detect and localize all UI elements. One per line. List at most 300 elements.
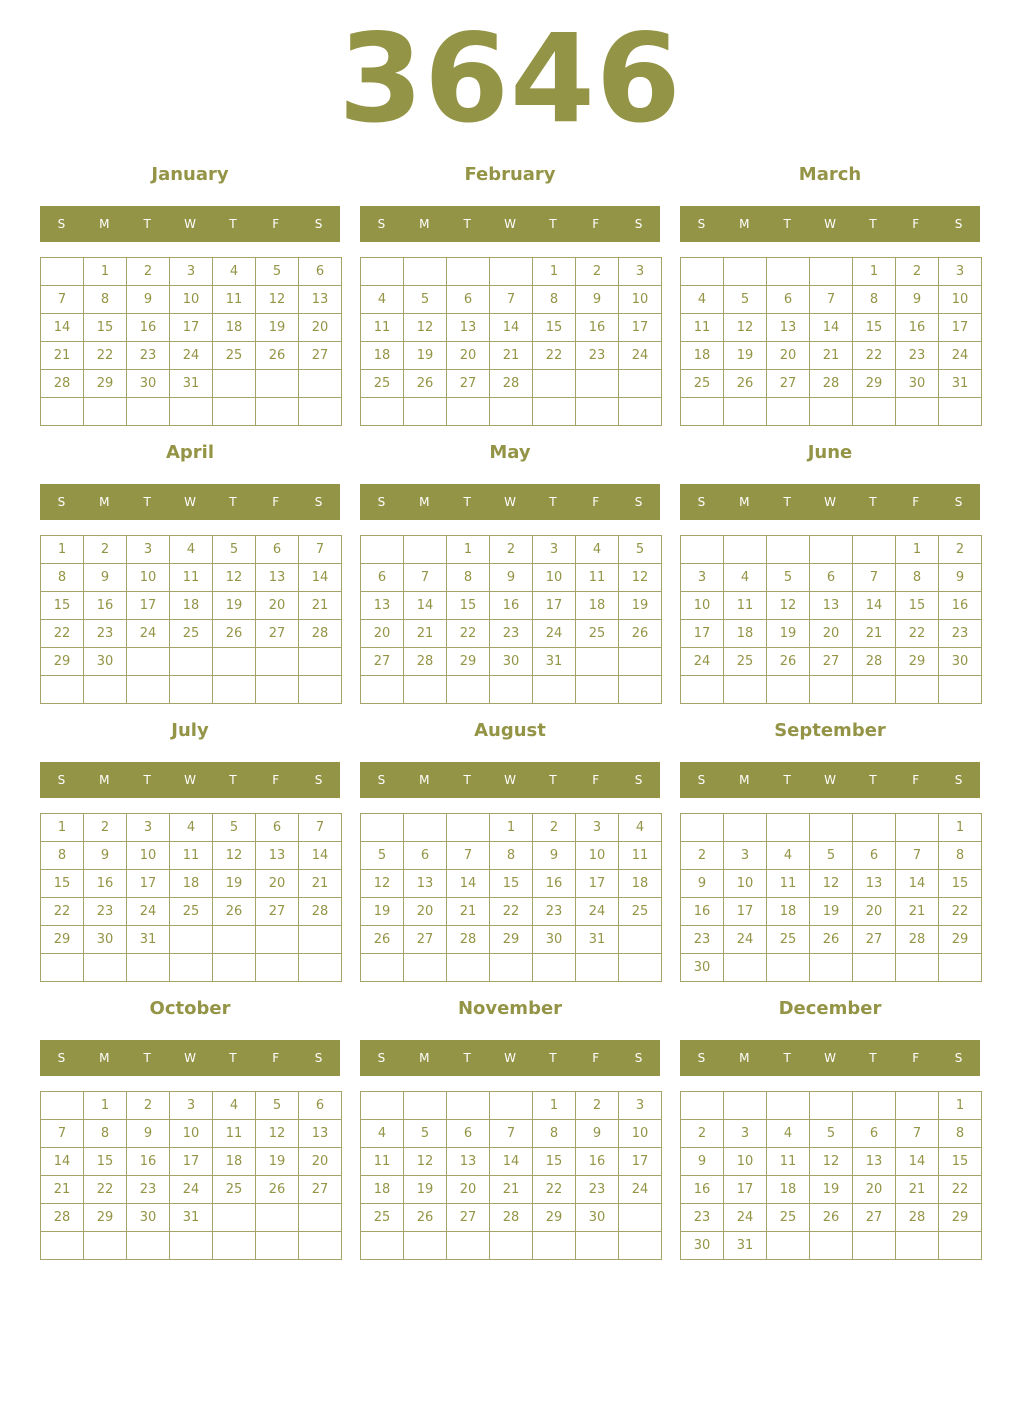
month-name: December — [778, 998, 882, 1019]
empty-day-cell — [127, 648, 170, 676]
week-row — [361, 258, 662, 286]
day-cell: 11 — [170, 564, 213, 592]
empty-day-cell — [41, 1232, 84, 1260]
weekday-label: T — [869, 495, 877, 509]
day-cell: 6 — [853, 842, 896, 870]
day-cell: 19 — [256, 1148, 299, 1176]
week-row — [361, 1204, 662, 1232]
day-cell: 17 — [576, 870, 619, 898]
day-cell: 1 — [447, 536, 490, 564]
month-name: May — [489, 442, 531, 463]
day-cell: 19 — [256, 314, 299, 342]
day-cell: 5 — [810, 1120, 853, 1148]
day-cell: 2 — [84, 536, 127, 564]
week-row — [41, 1120, 342, 1148]
day-cell: 17 — [619, 314, 662, 342]
week-row — [361, 342, 662, 370]
weekday-label: F — [272, 217, 280, 231]
empty-day-cell — [724, 676, 767, 704]
day-cell: 1 — [84, 1092, 127, 1120]
day-cell: 15 — [533, 314, 576, 342]
day-cell: 15 — [447, 592, 490, 620]
day-cell: 25 — [213, 342, 256, 370]
day-cell: 14 — [896, 1148, 939, 1176]
day-cell: 7 — [490, 1120, 533, 1148]
day-cell: 26 — [256, 1176, 299, 1204]
day-cell: 12 — [810, 1148, 853, 1176]
empty-day-cell — [404, 398, 447, 426]
day-cell: 27 — [256, 620, 299, 648]
day-cell: 21 — [810, 342, 853, 370]
month-name: September — [774, 720, 886, 741]
empty-day-cell — [490, 398, 533, 426]
month-name: July — [171, 720, 209, 741]
day-cell: 11 — [681, 314, 724, 342]
day-cell: 11 — [619, 842, 662, 870]
day-cell: 14 — [41, 1148, 84, 1176]
day-cell: 15 — [41, 870, 84, 898]
empty-day-cell — [810, 1232, 853, 1260]
day-cell: 20 — [299, 1148, 342, 1176]
day-cell: 13 — [256, 564, 299, 592]
empty-day-cell — [256, 1204, 299, 1232]
week-row — [361, 1232, 662, 1260]
day-cell: 23 — [939, 620, 982, 648]
empty-day-cell — [299, 954, 342, 982]
day-cell: 28 — [853, 648, 896, 676]
empty-day-cell — [299, 926, 342, 954]
weekday-label: T — [549, 773, 557, 787]
day-cell: 19 — [724, 342, 767, 370]
weekday-label: W — [184, 217, 196, 231]
day-cell: 11 — [361, 1148, 404, 1176]
week-row — [41, 842, 342, 870]
day-cell: 11 — [767, 870, 810, 898]
day-cell: 1 — [533, 258, 576, 286]
day-cell: 18 — [619, 870, 662, 898]
day-cell: 4 — [361, 286, 404, 314]
day-cell: 22 — [533, 1176, 576, 1204]
day-cell: 11 — [213, 1120, 256, 1148]
day-cell: 9 — [127, 286, 170, 314]
day-cell: 27 — [404, 926, 447, 954]
day-cell: 28 — [41, 370, 84, 398]
month-name: April — [165, 442, 215, 463]
day-cell: 16 — [84, 870, 127, 898]
empty-day-cell — [896, 954, 939, 982]
day-grid — [360, 1091, 662, 1260]
day-cell: 17 — [533, 592, 576, 620]
day-cell: 20 — [361, 620, 404, 648]
day-cell: 4 — [767, 842, 810, 870]
empty-day-cell — [810, 536, 853, 564]
day-cell: 13 — [767, 314, 810, 342]
day-cell: 22 — [84, 1176, 127, 1204]
day-cell: 9 — [84, 564, 127, 592]
day-cell: 27 — [361, 648, 404, 676]
day-cell: 6 — [256, 536, 299, 564]
day-cell: 8 — [896, 564, 939, 592]
day-grid — [680, 257, 982, 426]
day-cell: 5 — [213, 536, 256, 564]
day-cell: 20 — [299, 314, 342, 342]
month-name: June — [807, 442, 853, 463]
day-cell: 17 — [170, 314, 213, 342]
weekday-label: W — [504, 495, 516, 509]
week-row — [681, 620, 982, 648]
day-cell: 20 — [767, 342, 810, 370]
day-cell: 6 — [299, 1092, 342, 1120]
day-cell: 8 — [84, 286, 127, 314]
day-cell: 10 — [170, 1120, 213, 1148]
empty-day-cell — [127, 676, 170, 704]
day-cell: 26 — [724, 370, 767, 398]
day-cell: 6 — [810, 564, 853, 592]
day-cell: 15 — [533, 1148, 576, 1176]
week-row — [361, 564, 662, 592]
day-cell: 26 — [404, 370, 447, 398]
empty-day-cell — [810, 676, 853, 704]
day-cell: 9 — [576, 286, 619, 314]
day-cell: 21 — [447, 898, 490, 926]
day-cell: 27 — [853, 1204, 896, 1232]
day-cell: 19 — [213, 870, 256, 898]
day-cell: 10 — [724, 870, 767, 898]
day-cell: 25 — [361, 1204, 404, 1232]
day-cell: 10 — [619, 1120, 662, 1148]
day-cell: 11 — [361, 314, 404, 342]
day-cell: 25 — [767, 1204, 810, 1232]
day-cell: 23 — [127, 1176, 170, 1204]
day-cell: 29 — [939, 926, 982, 954]
week-row — [361, 398, 662, 426]
month-name: October — [149, 998, 231, 1019]
weekday-header — [360, 206, 660, 242]
empty-day-cell — [299, 1204, 342, 1232]
day-cell: 30 — [576, 1204, 619, 1232]
day-cell: 3 — [619, 1092, 662, 1120]
day-cell: 26 — [213, 898, 256, 926]
day-cell: 16 — [127, 1148, 170, 1176]
weekday-label: S — [697, 1051, 706, 1065]
day-cell: 22 — [84, 342, 127, 370]
day-cell: 3 — [576, 814, 619, 842]
empty-day-cell — [767, 1092, 810, 1120]
day-cell: 29 — [533, 1204, 576, 1232]
week-row — [41, 1176, 342, 1204]
day-cell: 14 — [299, 842, 342, 870]
day-cell: 8 — [533, 286, 576, 314]
day-cell: 23 — [84, 620, 127, 648]
weekday-label: S — [377, 773, 386, 787]
week-row — [681, 1204, 982, 1232]
day-cell: 1 — [490, 814, 533, 842]
empty-day-cell — [490, 1232, 533, 1260]
day-cell: 4 — [170, 536, 213, 564]
week-row — [41, 926, 342, 954]
day-cell: 30 — [127, 370, 170, 398]
empty-day-cell — [447, 1092, 490, 1120]
day-cell: 24 — [681, 648, 724, 676]
week-row — [681, 536, 982, 564]
empty-day-cell — [213, 1204, 256, 1232]
week-row — [361, 370, 662, 398]
weekday-label: T — [143, 217, 151, 231]
day-cell: 18 — [361, 1176, 404, 1204]
week-row — [681, 286, 982, 314]
day-cell: 13 — [447, 314, 490, 342]
day-cell: 9 — [939, 564, 982, 592]
day-cell: 15 — [939, 1148, 982, 1176]
weekday-label: S — [377, 1051, 386, 1065]
day-grid — [680, 813, 982, 982]
day-cell: 16 — [576, 314, 619, 342]
weekday-label: T — [869, 1051, 877, 1065]
weekday-label: W — [824, 495, 836, 509]
day-cell: 5 — [213, 814, 256, 842]
day-cell: 6 — [361, 564, 404, 592]
empty-day-cell — [127, 398, 170, 426]
day-cell: 6 — [256, 814, 299, 842]
empty-day-cell — [896, 814, 939, 842]
day-cell: 24 — [170, 342, 213, 370]
empty-day-cell — [447, 814, 490, 842]
empty-day-cell — [84, 954, 127, 982]
day-cell: 20 — [853, 1176, 896, 1204]
weekday-label: M — [99, 1051, 110, 1065]
day-cell: 13 — [447, 1148, 490, 1176]
day-cell: 17 — [127, 592, 170, 620]
weekday-label: F — [592, 1051, 600, 1065]
day-cell: 4 — [576, 536, 619, 564]
weekday-label: T — [463, 1051, 471, 1065]
week-row — [41, 258, 342, 286]
day-cell: 20 — [447, 1176, 490, 1204]
empty-day-cell — [533, 1232, 576, 1260]
month-name: March — [798, 164, 862, 185]
empty-day-cell — [41, 676, 84, 704]
day-cell: 27 — [810, 648, 853, 676]
day-cell: 9 — [84, 842, 127, 870]
day-cell: 17 — [619, 1148, 662, 1176]
day-cell: 22 — [447, 620, 490, 648]
empty-day-cell — [361, 1092, 404, 1120]
week-row — [41, 1092, 342, 1120]
empty-day-cell — [447, 258, 490, 286]
weekday-header — [40, 762, 340, 798]
weekday-label: F — [272, 1051, 280, 1065]
day-cell: 19 — [213, 592, 256, 620]
empty-day-cell — [767, 1232, 810, 1260]
week-row — [681, 814, 982, 842]
empty-day-cell — [361, 676, 404, 704]
day-cell: 10 — [576, 842, 619, 870]
day-cell: 2 — [576, 258, 619, 286]
day-cell: 3 — [619, 258, 662, 286]
day-cell: 26 — [810, 1204, 853, 1232]
weekday-label: T — [783, 773, 791, 787]
day-cell: 16 — [490, 592, 533, 620]
empty-day-cell — [853, 954, 896, 982]
day-cell: 30 — [681, 954, 724, 982]
day-cell: 24 — [170, 1176, 213, 1204]
day-cell: 7 — [853, 564, 896, 592]
empty-day-cell — [896, 398, 939, 426]
empty-day-cell — [256, 370, 299, 398]
day-grid — [40, 535, 342, 704]
empty-day-cell — [256, 648, 299, 676]
weekday-label: F — [592, 217, 600, 231]
week-row — [681, 370, 982, 398]
day-cell: 7 — [896, 842, 939, 870]
empty-day-cell — [576, 398, 619, 426]
day-cell: 5 — [256, 1092, 299, 1120]
day-cell: 23 — [576, 342, 619, 370]
week-row — [41, 1148, 342, 1176]
empty-day-cell — [724, 1092, 767, 1120]
day-cell: 4 — [361, 1120, 404, 1148]
day-cell: 6 — [404, 842, 447, 870]
day-cell: 19 — [361, 898, 404, 926]
day-cell: 3 — [724, 842, 767, 870]
empty-day-cell — [939, 398, 982, 426]
day-cell: 8 — [84, 1120, 127, 1148]
week-row — [681, 648, 982, 676]
day-cell: 1 — [41, 536, 84, 564]
day-cell: 24 — [619, 342, 662, 370]
empty-day-cell — [361, 954, 404, 982]
day-cell: 27 — [767, 370, 810, 398]
month-name: November — [457, 998, 563, 1019]
day-cell: 24 — [533, 620, 576, 648]
weekday-label: M — [419, 1051, 430, 1065]
empty-day-cell — [41, 398, 84, 426]
day-cell: 28 — [490, 370, 533, 398]
day-cell: 22 — [41, 620, 84, 648]
weekday-label: S — [377, 217, 386, 231]
weekday-label: F — [592, 773, 600, 787]
day-cell: 5 — [810, 842, 853, 870]
day-cell: 17 — [170, 1148, 213, 1176]
weekday-label: F — [912, 773, 920, 787]
day-cell: 18 — [213, 314, 256, 342]
empty-day-cell — [299, 1232, 342, 1260]
weekday-header — [680, 762, 980, 798]
day-cell: 9 — [896, 286, 939, 314]
week-row — [681, 314, 982, 342]
empty-day-cell — [361, 536, 404, 564]
day-cell: 17 — [127, 870, 170, 898]
weekday-label: T — [229, 495, 237, 509]
day-cell: 9 — [576, 1120, 619, 1148]
day-cell: 27 — [256, 898, 299, 926]
day-cell: 11 — [576, 564, 619, 592]
day-cell: 22 — [939, 1176, 982, 1204]
empty-day-cell — [404, 954, 447, 982]
weekday-header — [40, 206, 340, 242]
empty-day-cell — [299, 676, 342, 704]
empty-day-cell — [724, 398, 767, 426]
day-cell: 29 — [490, 926, 533, 954]
day-cell: 10 — [533, 564, 576, 592]
day-cell: 7 — [299, 536, 342, 564]
empty-day-cell — [361, 1232, 404, 1260]
day-cell: 31 — [533, 648, 576, 676]
day-cell: 31 — [576, 926, 619, 954]
weekday-label: S — [57, 217, 66, 231]
week-row — [41, 1232, 342, 1260]
empty-day-cell — [299, 398, 342, 426]
weekday-label: T — [463, 495, 471, 509]
empty-day-cell — [853, 1232, 896, 1260]
day-grid — [360, 813, 662, 982]
day-cell: 19 — [404, 1176, 447, 1204]
empty-day-cell — [404, 676, 447, 704]
day-cell: 20 — [853, 898, 896, 926]
day-cell: 25 — [170, 898, 213, 926]
day-cell: 23 — [576, 1176, 619, 1204]
day-cell: 6 — [853, 1120, 896, 1148]
weekday-label: F — [912, 495, 920, 509]
day-cell: 15 — [41, 592, 84, 620]
day-cell: 8 — [41, 564, 84, 592]
day-cell: 6 — [447, 1120, 490, 1148]
day-cell: 25 — [361, 370, 404, 398]
weekday-label: T — [463, 773, 471, 787]
day-cell: 30 — [127, 1204, 170, 1232]
weekday-label: M — [739, 1051, 750, 1065]
empty-day-cell — [447, 676, 490, 704]
day-cell: 22 — [896, 620, 939, 648]
day-cell: 10 — [681, 592, 724, 620]
day-cell: 1 — [533, 1092, 576, 1120]
day-cell: 18 — [767, 898, 810, 926]
empty-day-cell — [896, 1232, 939, 1260]
day-cell: 10 — [127, 564, 170, 592]
week-row — [681, 676, 982, 704]
empty-day-cell — [681, 814, 724, 842]
week-row — [41, 370, 342, 398]
empty-day-cell — [681, 536, 724, 564]
day-cell: 21 — [896, 1176, 939, 1204]
week-row — [41, 954, 342, 982]
empty-day-cell — [361, 258, 404, 286]
empty-day-cell — [299, 370, 342, 398]
month-name: February — [464, 164, 556, 185]
empty-day-cell — [576, 676, 619, 704]
empty-day-cell — [41, 954, 84, 982]
day-cell: 30 — [896, 370, 939, 398]
empty-day-cell — [490, 676, 533, 704]
day-cell: 26 — [767, 648, 810, 676]
weekday-header — [360, 762, 660, 798]
day-cell: 18 — [767, 1176, 810, 1204]
day-cell: 4 — [724, 564, 767, 592]
day-cell: 16 — [939, 592, 982, 620]
weekday-label: M — [419, 217, 430, 231]
week-row — [361, 286, 662, 314]
weekday-label: F — [272, 773, 280, 787]
day-cell: 28 — [447, 926, 490, 954]
day-cell: 28 — [299, 898, 342, 926]
weekday-label: M — [739, 495, 750, 509]
empty-day-cell — [939, 954, 982, 982]
empty-day-cell — [490, 258, 533, 286]
empty-day-cell — [619, 954, 662, 982]
week-row — [681, 1232, 982, 1260]
day-cell: 19 — [810, 898, 853, 926]
day-cell: 12 — [767, 592, 810, 620]
